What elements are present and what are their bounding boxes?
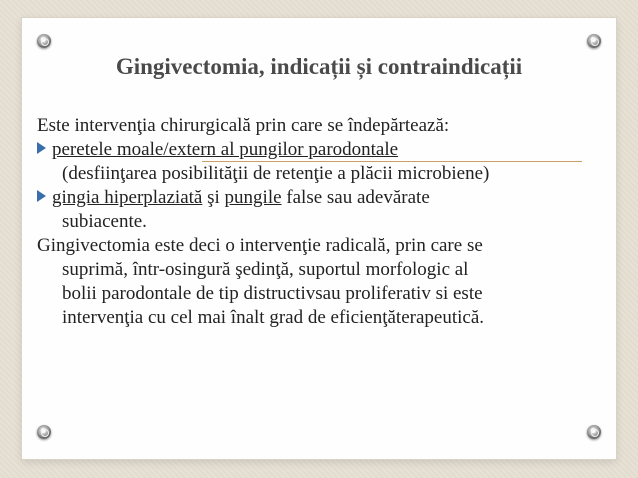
pushpin-icon	[587, 34, 601, 48]
paragraph-2-line-1: Gingivectomia este deci o intervenţie radicală, prin care se	[37, 235, 483, 256]
bullet-2-rest: false sau adevărate	[281, 187, 430, 208]
bullet-1	[37, 138, 607, 162]
bullet-arrow-icon	[37, 142, 46, 154]
slide-body	[37, 114, 607, 330]
bullet-2-term-1: gingia hiperplaziată	[52, 187, 203, 208]
slide-title: Gingivectomia, indicații și contraindicații	[115, 54, 523, 79]
bullet-2-conjunction: şi	[202, 187, 225, 208]
paragraph-2-line-2: suprimă, într-osingură şedinţă, suportul morfologic al	[62, 259, 469, 280]
intro-line: Este intervenţia chirurgicală prin care se îndepărtează:	[37, 115, 450, 136]
pushpin-icon	[37, 34, 51, 48]
bullet-arrow-icon	[37, 190, 46, 202]
bullet-1-continuation: (desfiinţarea posibilităţii de retenţie a plăcii microbiene)	[62, 163, 490, 184]
bullet-1-text: peretele moale/extern al pungilor parodontale	[52, 139, 399, 160]
bullet-2-term-2: pungile	[224, 187, 282, 208]
bullet-2-continuation: subiacente.	[62, 211, 147, 232]
pushpin-icon	[587, 425, 601, 439]
pushpin-icon	[37, 425, 51, 439]
bullet-2	[37, 186, 607, 210]
paragraph-2-line-3: bolii parodontale de tip distructivsau proliferativ si este	[62, 283, 483, 304]
paragraph-2-line-4: intervenţia cu cel mai înalt grad de eficienţăterapeutică.	[62, 307, 484, 328]
